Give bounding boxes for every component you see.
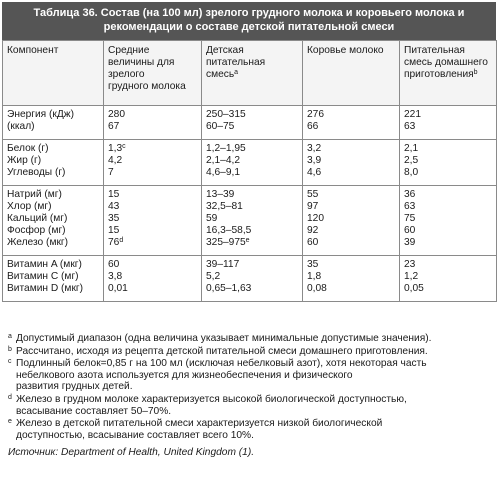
table-row — [3, 256, 497, 302]
cell-value: 55 — [307, 189, 319, 200]
cell-value: 0,01 — [108, 283, 128, 294]
value-cell — [400, 140, 497, 186]
value-line — [206, 201, 298, 213]
component-cell — [3, 186, 104, 256]
footnote — [8, 346, 496, 358]
component-label: Хлор (мг) — [7, 201, 52, 212]
cell-value: 2,5 — [404, 155, 419, 166]
value-line — [108, 225, 197, 237]
column-header-line: зрелого — [108, 69, 145, 80]
value-cell — [202, 106, 303, 140]
footnote-mark: e — [8, 418, 12, 426]
table-title — [2, 2, 496, 40]
value-line — [404, 109, 492, 121]
value-line — [206, 109, 298, 121]
column-header-line: питательная — [206, 57, 266, 68]
value-line — [307, 167, 395, 179]
value-line — [206, 189, 298, 201]
component-label: Витамин A (мкг) — [7, 259, 82, 270]
value-line — [206, 259, 298, 271]
value-line — [307, 225, 395, 237]
cell-value: 60 — [108, 259, 120, 270]
column-header-line: Коровье молоко — [307, 45, 384, 56]
footnote-mark: d — [8, 393, 12, 401]
component-label: Белок (г) — [7, 143, 49, 154]
cell-value: 39–117 — [206, 259, 240, 270]
footnote — [8, 333, 496, 345]
cell-value: 13–39 — [206, 189, 235, 200]
column-header-line-wrap — [404, 69, 492, 81]
footnotes — [8, 333, 496, 459]
cell-value: 7 — [108, 167, 114, 178]
cell-value: 63 — [404, 201, 416, 212]
value-line — [404, 167, 492, 179]
value-line — [206, 271, 298, 283]
value-line — [206, 225, 298, 237]
column-header-line: грудного молока — [108, 81, 186, 92]
column-header-line: приготовления — [404, 69, 474, 80]
table-row — [3, 140, 497, 186]
footnote-text: Железо в грудном молоке характеризуется высокой биологической доступностью, — [16, 393, 407, 405]
value-line — [404, 213, 492, 225]
cell-value: 221 — [404, 109, 421, 120]
footnote — [8, 394, 496, 417]
value-line — [206, 167, 298, 179]
table-title-line-2: рекомендации о составе детской питательной смеси — [103, 21, 395, 33]
value-line — [108, 259, 197, 271]
footnote-marker: e — [245, 237, 250, 244]
value-line — [108, 109, 197, 121]
cell-value: 76 — [108, 237, 120, 248]
value-line — [404, 271, 492, 283]
cell-value: 5,2 — [206, 271, 221, 282]
value-line — [307, 213, 395, 225]
value-line — [307, 143, 395, 155]
component-label: Натрий (мг) — [7, 189, 62, 200]
source-note: Источник: Department of Health, United Kingdom (1). — [8, 447, 255, 459]
value-line — [404, 259, 492, 271]
cell-value: 15 — [108, 189, 120, 200]
value-line — [206, 213, 298, 225]
value-line — [307, 109, 395, 121]
value-line — [307, 283, 395, 295]
cell-value: 60 — [307, 237, 319, 248]
value-line — [404, 201, 492, 213]
value-line — [108, 167, 197, 179]
cell-value: 63 — [404, 121, 416, 132]
footnote — [8, 358, 496, 393]
column-header-line: величины для — [108, 57, 175, 68]
component-label: Жир (г) — [7, 155, 42, 166]
cell-value: 97 — [307, 201, 319, 212]
column-header-1 — [3, 41, 104, 106]
value-line — [307, 121, 395, 133]
cell-value: 15 — [108, 225, 120, 236]
value-line — [404, 189, 492, 201]
value-cell — [303, 256, 400, 302]
component-label: Железо (мкг) — [7, 237, 69, 248]
value-line — [108, 271, 197, 283]
column-header-line: Питательная — [404, 45, 465, 56]
value-cell — [104, 256, 202, 302]
column-header-2 — [104, 41, 202, 106]
value-line — [307, 237, 395, 249]
value-line — [108, 143, 197, 155]
composition-table — [2, 40, 497, 302]
header-row — [3, 41, 497, 106]
value-line — [108, 155, 197, 167]
footnote-marker: b — [473, 69, 478, 76]
footnote-text: всасывание составляет 50–70%. — [16, 405, 172, 417]
cell-value: 36 — [404, 189, 416, 200]
value-cell — [400, 256, 497, 302]
cell-value: 8,0 — [404, 167, 419, 178]
value-line — [206, 155, 298, 167]
cell-value: 0,05 — [404, 283, 424, 294]
footnote-mark: b — [8, 345, 12, 353]
cell-value: 2,1–4,2 — [206, 155, 240, 166]
column-header-line: смесь домашнего — [404, 57, 488, 68]
cell-value: 60 — [404, 225, 416, 236]
footnote — [8, 418, 496, 441]
value-cell — [202, 256, 303, 302]
value-line — [404, 237, 492, 249]
value-line — [307, 271, 395, 283]
cell-value: 43 — [108, 201, 120, 212]
value-cell — [202, 186, 303, 256]
cell-value: 3,9 — [307, 155, 322, 166]
component-label: Кальций (мг) — [7, 213, 68, 224]
cell-value: 67 — [108, 121, 120, 132]
footnote-text: доступностью, всасывание составляет всего 10%. — [16, 429, 254, 441]
footnote-mark: c — [8, 358, 12, 366]
column-header-5 — [400, 41, 497, 106]
cell-value: 0,65–1,63 — [206, 283, 252, 294]
cell-value: 4,2 — [108, 155, 123, 166]
cell-value: 23 — [404, 259, 416, 270]
cell-value: 35 — [108, 213, 120, 224]
cell-value: 120 — [307, 213, 324, 224]
value-line — [108, 189, 197, 201]
footnote-text: Допустимый диапазон (одна величина указывает минимальные допустимые значения). — [16, 333, 432, 344]
value-line — [404, 121, 492, 133]
component-label: Витамин C (мг) — [7, 271, 79, 282]
cell-value: 325–975 — [206, 237, 246, 248]
cell-value: 39 — [404, 237, 416, 248]
footnote-marker: a — [234, 69, 239, 76]
cell-value: 1,8 — [307, 271, 322, 282]
table-row — [3, 186, 497, 256]
value-cell — [303, 106, 400, 140]
cell-value: 280 — [108, 109, 125, 120]
component-cell — [3, 140, 104, 186]
component-label: (ккал) — [7, 121, 35, 132]
footnote-text: развития грудных детей. — [16, 381, 133, 393]
cell-value: 0,08 — [307, 283, 327, 294]
value-cell — [400, 106, 497, 140]
cell-value: 59 — [206, 213, 218, 224]
value-cell — [104, 186, 202, 256]
column-header-4 — [303, 41, 400, 106]
footnote-text: Железо в детской питательной смеси характеризуется низкой биологической — [16, 418, 383, 430]
cell-value: 2,1 — [404, 143, 419, 154]
cell-value: 35 — [307, 259, 319, 270]
value-cell — [303, 140, 400, 186]
value-line — [307, 259, 395, 271]
cell-value: 1,2–1,95 — [206, 143, 246, 154]
column-header-line: смесь — [206, 69, 235, 80]
value-line — [108, 213, 197, 225]
value-cell — [303, 186, 400, 256]
column-header-line: Детская — [206, 45, 244, 56]
value-line — [108, 121, 197, 133]
column-header-3 — [202, 41, 303, 106]
component-cell — [3, 256, 104, 302]
cell-value: 1,2 — [404, 271, 419, 282]
value-line — [404, 155, 492, 167]
value-cell — [104, 140, 202, 186]
value-line — [404, 225, 492, 237]
footnote-mark: a — [8, 333, 12, 340]
cell-value: 4,6 — [307, 167, 322, 178]
value-line — [307, 189, 395, 201]
cell-value: 1,3 — [108, 143, 123, 154]
value-line — [206, 143, 298, 155]
footnote-text: Подлинный белок=0,85 г на 100 мл (исключая небелковый азот), хотя некоторая часть — [16, 358, 427, 370]
cell-value: 3,8 — [108, 271, 123, 282]
cell-value: 3,2 — [307, 143, 322, 154]
cell-value: 276 — [307, 109, 324, 120]
cell-value: 92 — [307, 225, 319, 236]
value-line — [108, 283, 197, 295]
value-line — [307, 201, 395, 213]
footnote-text: небелкового азота используется для жизнеобеспечения и физического — [16, 369, 353, 381]
table-title-line-1: Таблица 36. Состав (на 100 мл) зрелого грудного молока и коровьего молока и — [33, 7, 465, 19]
cell-value: 60–75 — [206, 121, 235, 132]
value-line — [206, 121, 298, 133]
value-line — [206, 283, 298, 295]
cell-value: 75 — [404, 213, 416, 224]
column-header-line: Средние — [108, 45, 150, 56]
value-cell — [400, 186, 497, 256]
value-line — [307, 155, 395, 167]
footnote-text: Рассчитано, исходя из рецепта детской питательной смеси домашнего приготовления. — [16, 345, 428, 357]
cell-value: 32,5–81 — [206, 201, 243, 212]
value-cell — [104, 106, 202, 140]
value-line — [206, 237, 298, 249]
footnote-marker: c — [122, 143, 126, 150]
cell-value: 250–315 — [206, 109, 246, 120]
table-row — [3, 106, 497, 140]
component-label: Углеводы (г) — [7, 167, 66, 178]
component-label: Фосфор (мг) — [7, 225, 66, 236]
cell-value: 4,6–9,1 — [206, 167, 240, 178]
footnote-marker: d — [119, 237, 124, 244]
value-line — [404, 143, 492, 155]
value-line — [404, 283, 492, 295]
component-label: Витамин D (мкг) — [7, 283, 84, 294]
cell-value: 66 — [307, 121, 319, 132]
cell-value: 16,3–58,5 — [206, 225, 252, 236]
value-cell — [202, 140, 303, 186]
component-label: Энергия (кДж) — [7, 109, 74, 120]
value-line — [108, 237, 197, 249]
component-cell — [3, 106, 104, 140]
column-header-line: Компонент — [7, 45, 59, 56]
column-header-line-wrap — [206, 69, 298, 81]
value-line — [108, 201, 197, 213]
